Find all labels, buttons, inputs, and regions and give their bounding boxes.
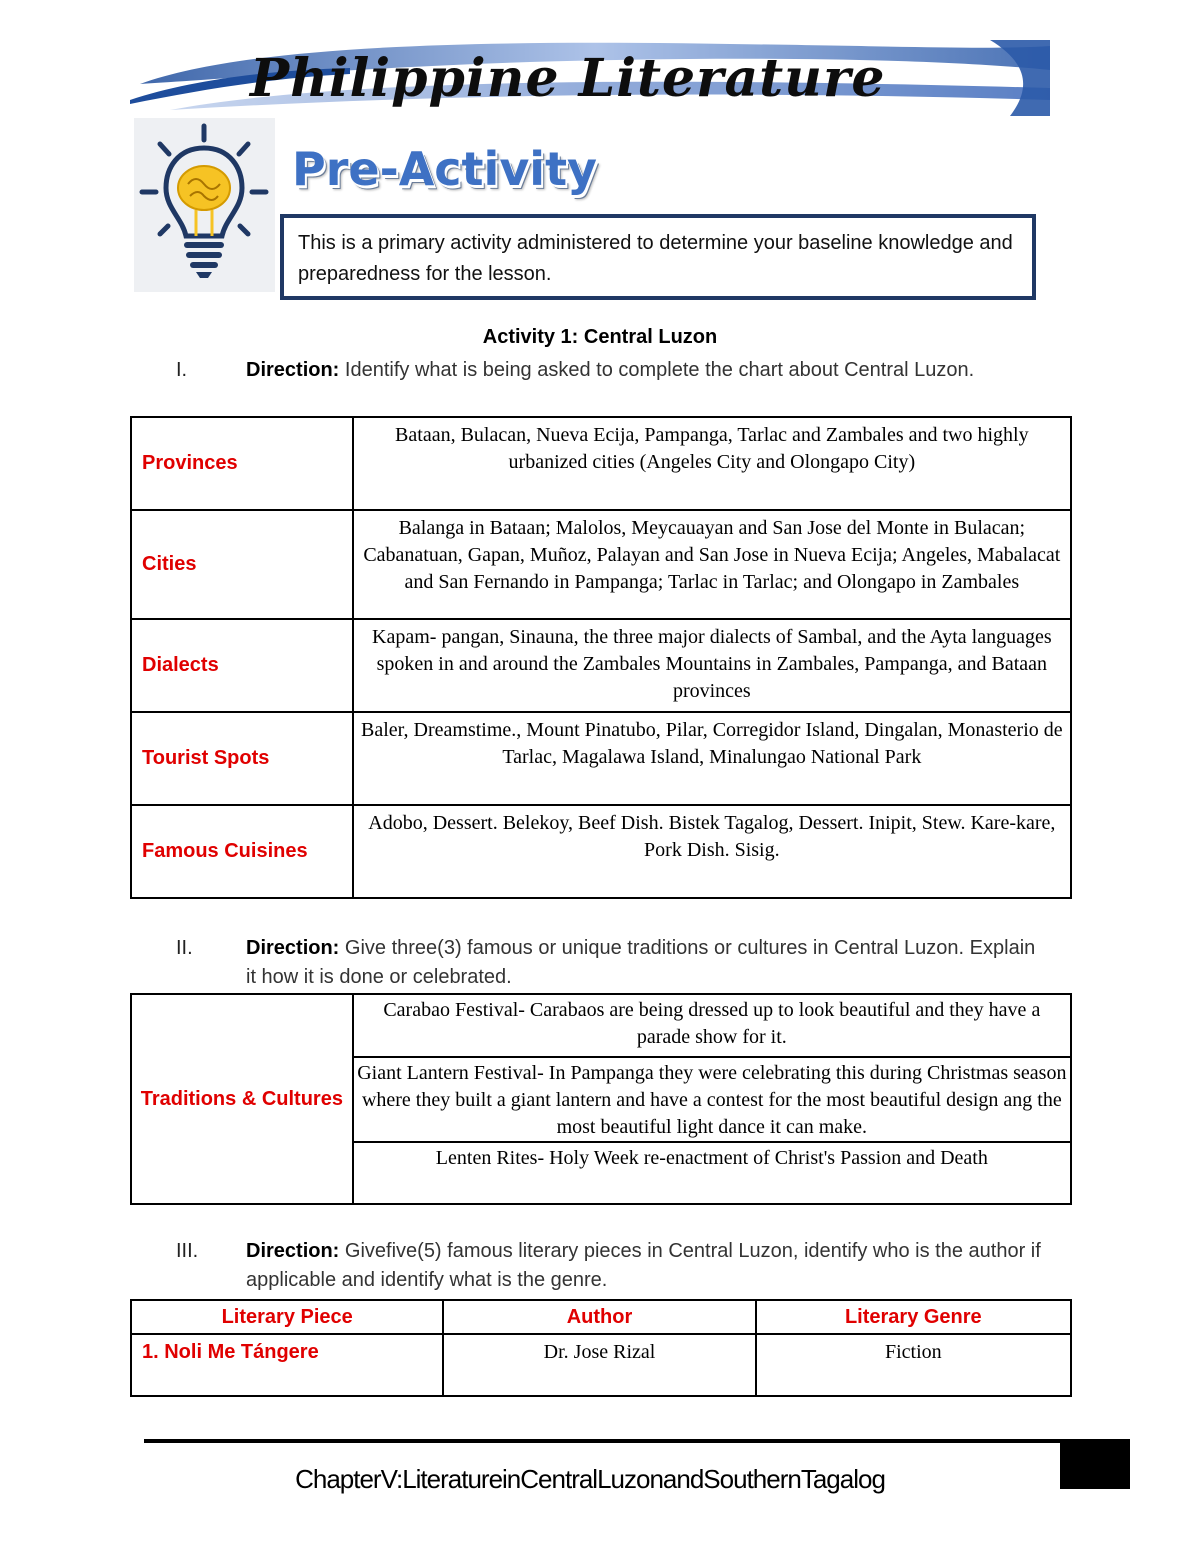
table-row bbox=[131, 619, 1071, 712]
header-literary-genre: Literary Genre bbox=[756, 1300, 1071, 1334]
section2-numeral: II. bbox=[176, 937, 193, 959]
section1-direction bbox=[246, 356, 1046, 385]
tradition-item: Lenten Rites- Holy Week re-enactment of Christ's Passion and Death bbox=[353, 1142, 1071, 1204]
section3-direction-text: Givefive(5) famous literary pieces in Central Luzon, identify who is the author if applicable and identify what is the genre. bbox=[246, 1240, 1041, 1291]
row-value: Kapam- pangan, Sinauna, the three major dialects of Sambal, and the Ayta languages spoken in and around the Zambales Mountains in Zambales, Pampanga, and Bataan provinces bbox=[353, 619, 1071, 712]
header-author: Author bbox=[443, 1300, 755, 1334]
lightbulb-panel bbox=[134, 118, 275, 292]
literary-piece-cell: 1. Noli Me Tángere bbox=[131, 1334, 443, 1396]
genre-cell: Fiction bbox=[756, 1334, 1071, 1396]
section3-direction-label: Direction: bbox=[246, 1240, 340, 1262]
section1-numeral: I. bbox=[176, 359, 188, 381]
footer-rule bbox=[144, 1439, 1130, 1443]
activity-title: Activity 1: Central Luzon bbox=[482, 326, 718, 348]
lightbulb-brain-icon bbox=[134, 118, 275, 292]
row-label: Cities bbox=[131, 510, 353, 619]
table-row bbox=[131, 417, 1071, 510]
table-row bbox=[131, 510, 1071, 619]
traditions-label: Traditions & Cultures bbox=[131, 994, 353, 1204]
table-row bbox=[131, 1334, 1071, 1396]
header-literary-piece: Literary Piece bbox=[131, 1300, 443, 1334]
table-row bbox=[131, 712, 1071, 805]
tradition-item: Carabao Festival- Carabaos are being dressed up to look beautiful and they have a parade show for it. bbox=[353, 994, 1071, 1057]
row-value: Balanga in Bataan; Malolos, Meycauayan and San Jose del Monte in Bulacan; Cabanatuan, Gapan, Muñoz, Palayan and San Jose in Nueva Ecija; Angeles, Mabalacat and San Fernando in Pampanga; Tarlac in Tarlac; and Olongapo in Zambales bbox=[353, 510, 1071, 619]
section1-direction-label: Direction: bbox=[246, 359, 340, 381]
page-number-box bbox=[1060, 1439, 1130, 1489]
table-header-row bbox=[131, 1300, 1071, 1334]
row-value: Baler, Dreamstime., Mount Pinatubo, Pilar, Corregidor Island, Dingalan, Monasterio de Tarlac, Magalawa Island, Minalungao National Park bbox=[353, 712, 1071, 805]
section2-direction-label: Direction: bbox=[246, 937, 340, 959]
author-cell: Dr. Jose Rizal bbox=[443, 1334, 755, 1396]
banner-title: Philippine Literature bbox=[250, 48, 886, 109]
intro-text: This is a primary activity administered to determine your baseline knowledge and preparedness for the lesson. bbox=[298, 232, 1013, 285]
table-row bbox=[131, 805, 1071, 898]
row-label: Provinces bbox=[131, 417, 353, 510]
section2-direction-text: Give three(3) famous or unique traditions or cultures in Central Luzon. Explain it how it is done or celebrated. bbox=[246, 937, 1036, 988]
row-value: Adobo, Dessert. Belekoy, Beef Dish. Bistek Tagalog, Dessert. Inipit, Stew. Kare-kare, Pork Dish. Sisig. bbox=[353, 805, 1071, 898]
row-label: Tourist Spots bbox=[131, 712, 353, 805]
section3-numeral: III. bbox=[176, 1240, 199, 1262]
row-label: Famous Cuisines bbox=[131, 805, 353, 898]
pre-activity-title: Pre-Activity bbox=[292, 142, 598, 196]
central-luzon-chart bbox=[130, 416, 1072, 899]
table-row bbox=[131, 994, 1071, 1057]
tradition-item: Giant Lantern Festival- In Pampanga they were celebrating this during Christmas season where they built a giant lantern and have a contest for the most beautiful design ang the most beautiful light dance it can make. bbox=[353, 1057, 1071, 1142]
section1-direction-text: Identify what is being asked to complete the chart about Central Luzon. bbox=[344, 359, 975, 381]
section2-direction bbox=[246, 934, 1046, 992]
row-value: Bataan, Bulacan, Nueva Ecija, Pampanga, Tarlac and Zambales and two highly urbanized cities (Angeles City and Olongapo City) bbox=[353, 417, 1071, 510]
section3-direction bbox=[246, 1237, 1066, 1295]
literary-pieces-table bbox=[130, 1299, 1072, 1397]
traditions-table bbox=[130, 993, 1072, 1205]
row-label: Dialects bbox=[131, 619, 353, 712]
footer-chapter-text: ChapterV:LiteratureinCentralLuzonandSouthernTagalog bbox=[295, 1464, 885, 1494]
